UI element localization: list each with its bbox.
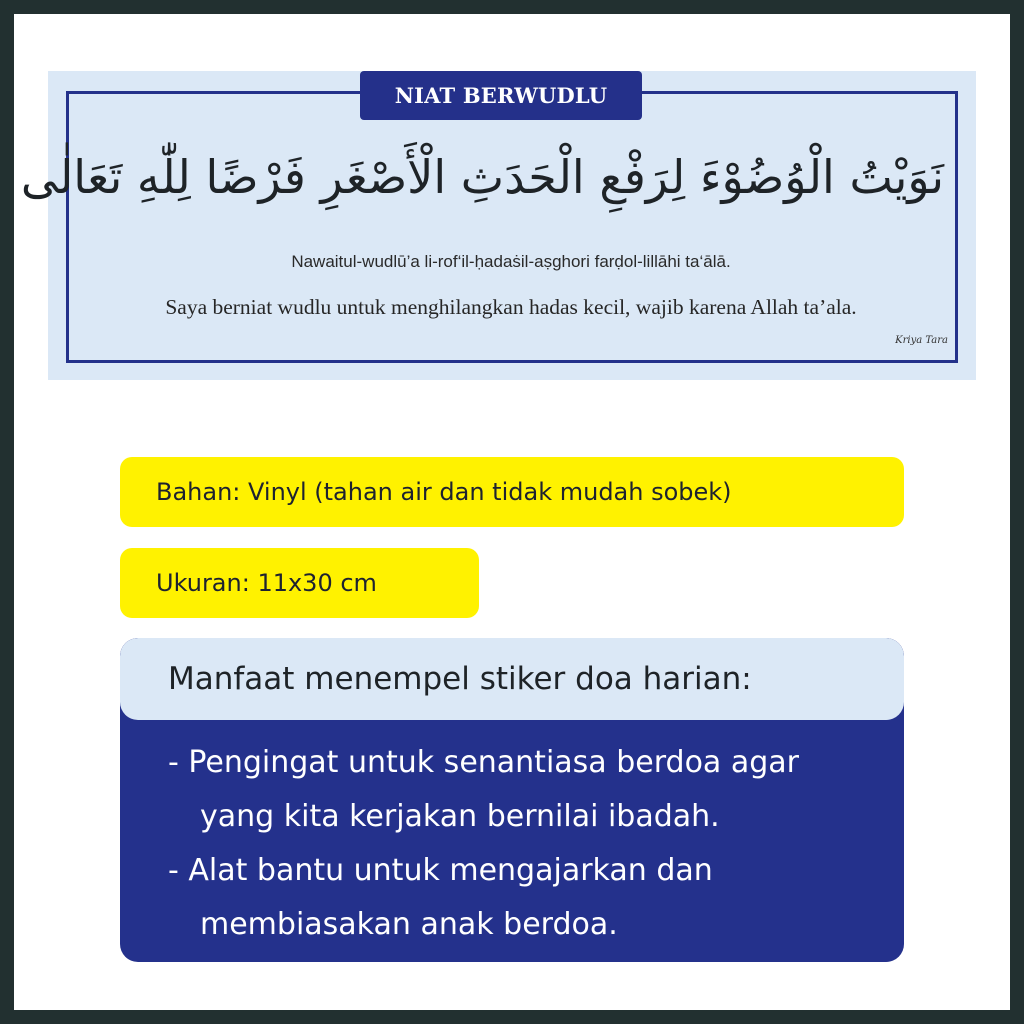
benefits-box [120,638,904,962]
sticker-border [20,91,958,363]
transliteration-text: Nawaitul-wudlū’a li-rof‘il-ḥadaṡil-aṣghori farḍol-lillāhi ta‘ālā. [291,252,731,271]
benefits-heading: Manfaat menempel stiker doa harian: [168,661,752,697]
product-image-canvas [14,14,1010,1010]
arabic-prayer-text: نَوَيْتُ الْوُضُوْءَ لِرَفْعِ الْحَدَثِ الْأَصْغَرِ فَرْضًا لِلّٰهِ تَعَالٰى [20,150,944,204]
benefit-line: membiasakan anak berdoa. [200,907,618,942]
translation-text: Saya berniat wudlu untuk menghilangkan hadas kecil, wajib karena Allah ta’ala. [165,295,857,319]
benefit-item [168,844,888,952]
benefit-item [168,736,888,844]
benefits-header [120,638,904,720]
prayer-sticker [20,71,976,380]
benefit-line: yang kita kerjakan bernilai ibadah. [200,799,720,834]
brand-signature: Kriya Tara [895,335,948,346]
sticker-title: NIAT BERWUDLU [360,71,642,120]
benefit-line: - Pengingat untuk senantiasa berdoa agar [168,745,799,780]
benefit-line: - Alat bantu untuk mengajarkan dan [168,853,713,888]
size-label: Ukuran: 11x30 cm [120,548,479,618]
benefits-list [168,736,888,952]
material-label: Bahan: Vinyl (tahan air dan tidak mudah sobek) [120,457,904,527]
